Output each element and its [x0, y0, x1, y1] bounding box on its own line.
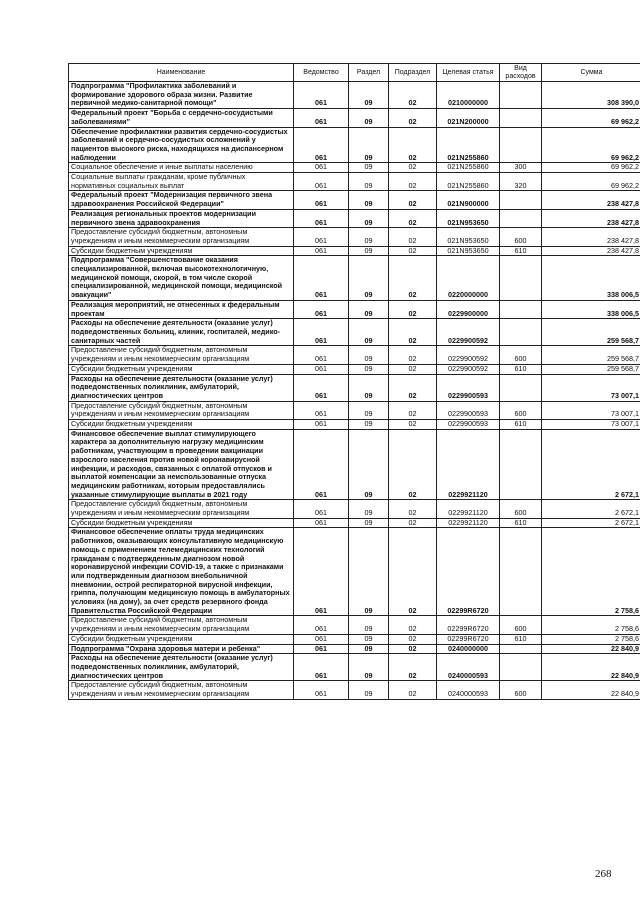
table-row — [69, 127, 640, 163]
cell-target: 0220000000 — [437, 256, 500, 301]
cell-subsection: 02 — [389, 127, 437, 163]
cell-dept: 061 — [294, 300, 349, 318]
cell-section: 09 — [349, 528, 389, 616]
cell-dept: 061 — [294, 518, 349, 528]
table-row — [69, 173, 640, 191]
cell-name: Субсидии бюджетным учреждениям — [69, 634, 294, 644]
cell-exp-type — [500, 644, 542, 654]
cell-section: 09 — [349, 654, 389, 681]
cell-exp-type — [500, 109, 542, 127]
cell-target: 0240000593 — [437, 681, 500, 699]
cell-subsection: 02 — [389, 228, 437, 246]
table-row — [69, 518, 640, 528]
cell-dept: 061 — [294, 681, 349, 699]
cell-subsection: 02 — [389, 246, 437, 256]
table-row — [69, 401, 640, 419]
cell-target: 0229900592 — [437, 319, 500, 346]
cell-sum: 69 962,2 — [542, 163, 640, 173]
cell-exp-type — [500, 300, 542, 318]
cell-sum: 259 568,7 — [542, 364, 640, 374]
cell-section: 09 — [349, 500, 389, 518]
cell-target: 021N953650 — [437, 228, 500, 246]
cell-sum: 2 672,1 — [542, 518, 640, 528]
cell-target: 02299R6720 — [437, 634, 500, 644]
cell-subsection: 02 — [389, 528, 437, 616]
cell-target: 021N953650 — [437, 246, 500, 256]
cell-subsection: 02 — [389, 420, 437, 430]
page-number: 268 — [595, 868, 612, 880]
table-row — [69, 109, 640, 127]
cell-target: 0240000000 — [437, 644, 500, 654]
header-sum: Сумма — [542, 64, 640, 82]
cell-target: 0229900000 — [437, 300, 500, 318]
cell-subsection: 02 — [389, 346, 437, 364]
cell-target: 021N255860 — [437, 173, 500, 191]
cell-name: Расходы на обеспечение деятельности (оказание услуг) подведомственных поликлиник, амбулаторий, диагностических центров — [69, 654, 294, 681]
cell-subsection: 02 — [389, 364, 437, 374]
cell-section: 09 — [349, 246, 389, 256]
header-section: Раздел — [349, 64, 389, 82]
table-row — [69, 82, 640, 109]
table-row — [69, 654, 640, 681]
cell-sum: 69 962,2 — [542, 109, 640, 127]
cell-exp-type — [500, 127, 542, 163]
cell-subsection: 02 — [389, 681, 437, 699]
table-row — [69, 681, 640, 699]
budget-table-sheet — [68, 63, 640, 700]
table-row — [69, 319, 640, 346]
cell-section: 09 — [349, 346, 389, 364]
cell-dept: 061 — [294, 163, 349, 173]
header-exp-type: Вид расходов — [500, 64, 542, 82]
cell-subsection: 02 — [389, 644, 437, 654]
cell-sum: 259 568,7 — [542, 319, 640, 346]
cell-sum: 2 758,6 — [542, 528, 640, 616]
cell-name: Предоставление субсидий бюджетным, автономным учреждениям и иным некоммерческим организациям — [69, 616, 294, 634]
cell-exp-type: 610 — [500, 246, 542, 256]
cell-target: 0229900593 — [437, 374, 500, 401]
cell-sum: 2 758,6 — [542, 616, 640, 634]
cell-dept: 061 — [294, 82, 349, 109]
cell-section: 09 — [349, 401, 389, 419]
table-row — [69, 191, 640, 209]
cell-exp-type — [500, 374, 542, 401]
table-row — [69, 364, 640, 374]
cell-section: 09 — [349, 127, 389, 163]
cell-subsection: 02 — [389, 256, 437, 301]
cell-dept: 061 — [294, 364, 349, 374]
table-row — [69, 500, 640, 518]
cell-exp-type — [500, 319, 542, 346]
cell-target: 0229900593 — [437, 420, 500, 430]
cell-dept: 061 — [294, 420, 349, 430]
cell-exp-type — [500, 654, 542, 681]
table-row — [69, 246, 640, 256]
cell-sum: 22 840,9 — [542, 681, 640, 699]
cell-dept: 061 — [294, 109, 349, 127]
cell-section: 09 — [349, 319, 389, 346]
table-row — [69, 616, 640, 634]
cell-section: 09 — [349, 256, 389, 301]
cell-section: 09 — [349, 644, 389, 654]
table-row — [69, 634, 640, 644]
table-row — [69, 228, 640, 246]
cell-dept: 061 — [294, 401, 349, 419]
cell-target: 021N900000 — [437, 191, 500, 209]
cell-target: 0229921120 — [437, 429, 500, 500]
cell-exp-type: 600 — [500, 228, 542, 246]
cell-name: Субсидии бюджетным учреждениям — [69, 246, 294, 256]
cell-target: 021N200000 — [437, 109, 500, 127]
cell-target: 0229921120 — [437, 500, 500, 518]
cell-section: 09 — [349, 209, 389, 227]
cell-target: 02299R6720 — [437, 616, 500, 634]
cell-dept: 061 — [294, 319, 349, 346]
cell-sum: 259 568,7 — [542, 346, 640, 364]
cell-name: Федеральный проект "Модернизация первичного звена здравоохранения Российской Федерации" — [69, 191, 294, 209]
cell-subsection: 02 — [389, 82, 437, 109]
cell-exp-type: 320 — [500, 173, 542, 191]
cell-exp-type: 610 — [500, 518, 542, 528]
cell-exp-type: 610 — [500, 364, 542, 374]
cell-target: 021N255860 — [437, 127, 500, 163]
cell-name: Подпрограмма "Совершенствование оказания специализированной, включая высокотехнологичную, медицинской помощи, скорой, в том числе скорой специализированной, медицинской помощи, медицинской эвакуации" — [69, 256, 294, 301]
table-row — [69, 163, 640, 173]
cell-section: 09 — [349, 364, 389, 374]
cell-sum: 73 007,1 — [542, 374, 640, 401]
cell-name: Предоставление субсидий бюджетным, автономным учреждениям и иным некоммерческим организациям — [69, 681, 294, 699]
cell-name: Предоставление субсидий бюджетным, автономным учреждениям и иным некоммерческим организациям — [69, 401, 294, 419]
cell-subsection: 02 — [389, 209, 437, 227]
cell-target: 021N953650 — [437, 209, 500, 227]
cell-dept: 061 — [294, 209, 349, 227]
cell-name: Финансовое обеспечение выплат стимулирующего характера за дополнительную нагрузку медицинским работникам, участвующим в проведении вакцинации взрослого населения против новой коронавирусной инфекции, и расходов, связанных с оплатой отпусков и выплатой компенсации за неиспользованные отпуска медицинским работникам, которым предоставлялись указанные стимулирующие выплаты в 2021 году — [69, 429, 294, 500]
cell-exp-type: 600 — [500, 346, 542, 364]
cell-name: Субсидии бюджетным учреждениям — [69, 420, 294, 430]
cell-dept: 061 — [294, 246, 349, 256]
cell-target: 0229900593 — [437, 401, 500, 419]
cell-section: 09 — [349, 228, 389, 246]
cell-target: 0210000000 — [437, 82, 500, 109]
header-target: Целевая статья — [437, 64, 500, 82]
cell-dept: 061 — [294, 644, 349, 654]
cell-target: 0229921120 — [437, 518, 500, 528]
cell-exp-type — [500, 429, 542, 500]
cell-sum: 2 758,6 — [542, 634, 640, 644]
cell-exp-type: 610 — [500, 634, 542, 644]
cell-sum: 22 840,9 — [542, 644, 640, 654]
cell-dept: 061 — [294, 127, 349, 163]
cell-target: 0240000593 — [437, 654, 500, 681]
cell-subsection: 02 — [389, 374, 437, 401]
cell-exp-type: 610 — [500, 420, 542, 430]
table-row — [69, 209, 640, 227]
table-row — [69, 644, 640, 654]
cell-sum: 2 672,1 — [542, 429, 640, 500]
cell-dept: 061 — [294, 374, 349, 401]
cell-exp-type: 600 — [500, 616, 542, 634]
cell-sum: 22 840,9 — [542, 654, 640, 681]
cell-exp-type — [500, 528, 542, 616]
budget-table — [68, 63, 640, 700]
cell-section: 09 — [349, 163, 389, 173]
cell-section: 09 — [349, 420, 389, 430]
cell-exp-type — [500, 82, 542, 109]
table-row — [69, 429, 640, 500]
cell-sum: 69 962,2 — [542, 127, 640, 163]
cell-dept: 061 — [294, 346, 349, 364]
table-header-row — [69, 64, 640, 82]
cell-exp-type: 600 — [500, 500, 542, 518]
table-row — [69, 346, 640, 364]
cell-subsection: 02 — [389, 300, 437, 318]
cell-section: 09 — [349, 191, 389, 209]
cell-exp-type — [500, 256, 542, 301]
cell-subsection: 02 — [389, 500, 437, 518]
cell-section: 09 — [349, 634, 389, 644]
cell-sum: 238 427,8 — [542, 246, 640, 256]
cell-dept: 061 — [294, 191, 349, 209]
cell-target: 02299R6720 — [437, 528, 500, 616]
cell-subsection: 02 — [389, 616, 437, 634]
cell-sum: 2 672,1 — [542, 500, 640, 518]
cell-dept: 061 — [294, 616, 349, 634]
cell-sum: 238 427,8 — [542, 228, 640, 246]
cell-section: 09 — [349, 173, 389, 191]
cell-dept: 061 — [294, 173, 349, 191]
cell-subsection: 02 — [389, 518, 437, 528]
cell-dept: 061 — [294, 500, 349, 518]
cell-name: Субсидии бюджетным учреждениям — [69, 518, 294, 528]
table-row — [69, 374, 640, 401]
cell-sum: 238 427,8 — [542, 191, 640, 209]
table-row — [69, 420, 640, 430]
cell-subsection: 02 — [389, 429, 437, 500]
cell-name: Предоставление субсидий бюджетным, автономным учреждениям и иным некоммерческим организациям — [69, 500, 294, 518]
cell-exp-type: 600 — [500, 401, 542, 419]
cell-section: 09 — [349, 681, 389, 699]
cell-name: Расходы на обеспечение деятельности (оказание услуг) подведомственных больниц, клиник, госпиталей, медико-санитарных частей — [69, 319, 294, 346]
table-row — [69, 300, 640, 318]
cell-subsection: 02 — [389, 654, 437, 681]
cell-sum: 73 007,1 — [542, 420, 640, 430]
cell-subsection: 02 — [389, 634, 437, 644]
cell-exp-type — [500, 209, 542, 227]
cell-name: Реализация мероприятий, не отнесенных к федеральным проектам — [69, 300, 294, 318]
cell-name: Федеральный проект "Борьба с сердечно-сосудистыми заболеваниями" — [69, 109, 294, 127]
header-name: Наименование — [69, 64, 294, 82]
cell-target: 021N255860 — [437, 163, 500, 173]
cell-subsection: 02 — [389, 191, 437, 209]
cell-section: 09 — [349, 82, 389, 109]
header-dept: Ведомство — [294, 64, 349, 82]
header-subsection: Подраздел — [389, 64, 437, 82]
cell-target: 0229900592 — [437, 346, 500, 364]
cell-name: Социальные выплаты гражданам, кроме публичных нормативных социальных выплат — [69, 173, 294, 191]
cell-name: Финансовое обеспечение оплаты труда медицинских работников, оказывающих консультативную медицинскую помощь с применением телемедицинских технологий гражданам с подтвержденным диагнозом новой коронавирусной инфекции COVID-19, а также с признаками или подтвержденным диагнозом внебольничной пневмонии, острой респираторной вирусной инфекции, гриппа, получающим медицинскую помощь в амбулаторных условиях (на дому), за счет средств резервного фонда Правительства Российской Федерации — [69, 528, 294, 616]
cell-dept: 061 — [294, 228, 349, 246]
cell-sum: 69 962,2 — [542, 173, 640, 191]
cell-section: 09 — [349, 429, 389, 500]
cell-section: 09 — [349, 518, 389, 528]
cell-exp-type — [500, 191, 542, 209]
cell-name: Предоставление субсидий бюджетным, автономным учреждениям и иным некоммерческим организациям — [69, 346, 294, 364]
cell-name: Предоставление субсидий бюджетным, автономным учреждениям и иным некоммерческим организациям — [69, 228, 294, 246]
cell-subsection: 02 — [389, 163, 437, 173]
cell-subsection: 02 — [389, 173, 437, 191]
cell-name: Социальное обеспечение и иные выплаты населению — [69, 163, 294, 173]
cell-sum: 338 006,5 — [542, 256, 640, 301]
cell-dept: 061 — [294, 429, 349, 500]
cell-section: 09 — [349, 300, 389, 318]
cell-name: Субсидии бюджетным учреждениям — [69, 364, 294, 374]
table-row — [69, 528, 640, 616]
cell-subsection: 02 — [389, 319, 437, 346]
cell-section: 09 — [349, 616, 389, 634]
cell-name: Обеспечение профилактики развития сердечно-сосудистых заболеваний и сердечно-сосудистых осложнений у пациентов высокого риска, находящихся на диспансерном наблюдении — [69, 127, 294, 163]
cell-subsection: 02 — [389, 401, 437, 419]
cell-name: Подпрограмма "Охрана здоровья матери и ребенка" — [69, 644, 294, 654]
cell-exp-type: 300 — [500, 163, 542, 173]
cell-sum: 338 006,5 — [542, 300, 640, 318]
cell-name: Реализация региональных проектов модернизации первичного звена здравоохранения — [69, 209, 294, 227]
cell-name: Подпрограмма "Профилактика заболеваний и формирование здорового образа жизни. Развитие первичной медико-санитарной помощи" — [69, 82, 294, 109]
table-row — [69, 256, 640, 301]
cell-sum: 238 427,8 — [542, 209, 640, 227]
cell-subsection: 02 — [389, 109, 437, 127]
cell-sum: 73 007,1 — [542, 401, 640, 419]
cell-target: 0229900592 — [437, 364, 500, 374]
cell-dept: 061 — [294, 654, 349, 681]
cell-dept: 061 — [294, 634, 349, 644]
cell-sum: 308 390,0 — [542, 82, 640, 109]
cell-section: 09 — [349, 109, 389, 127]
cell-section: 09 — [349, 374, 389, 401]
cell-dept: 061 — [294, 256, 349, 301]
cell-dept: 061 — [294, 528, 349, 616]
cell-exp-type: 600 — [500, 681, 542, 699]
cell-name: Расходы на обеспечение деятельности (оказание услуг) подведомственных поликлиник, амбулаторий, диагностических центров — [69, 374, 294, 401]
